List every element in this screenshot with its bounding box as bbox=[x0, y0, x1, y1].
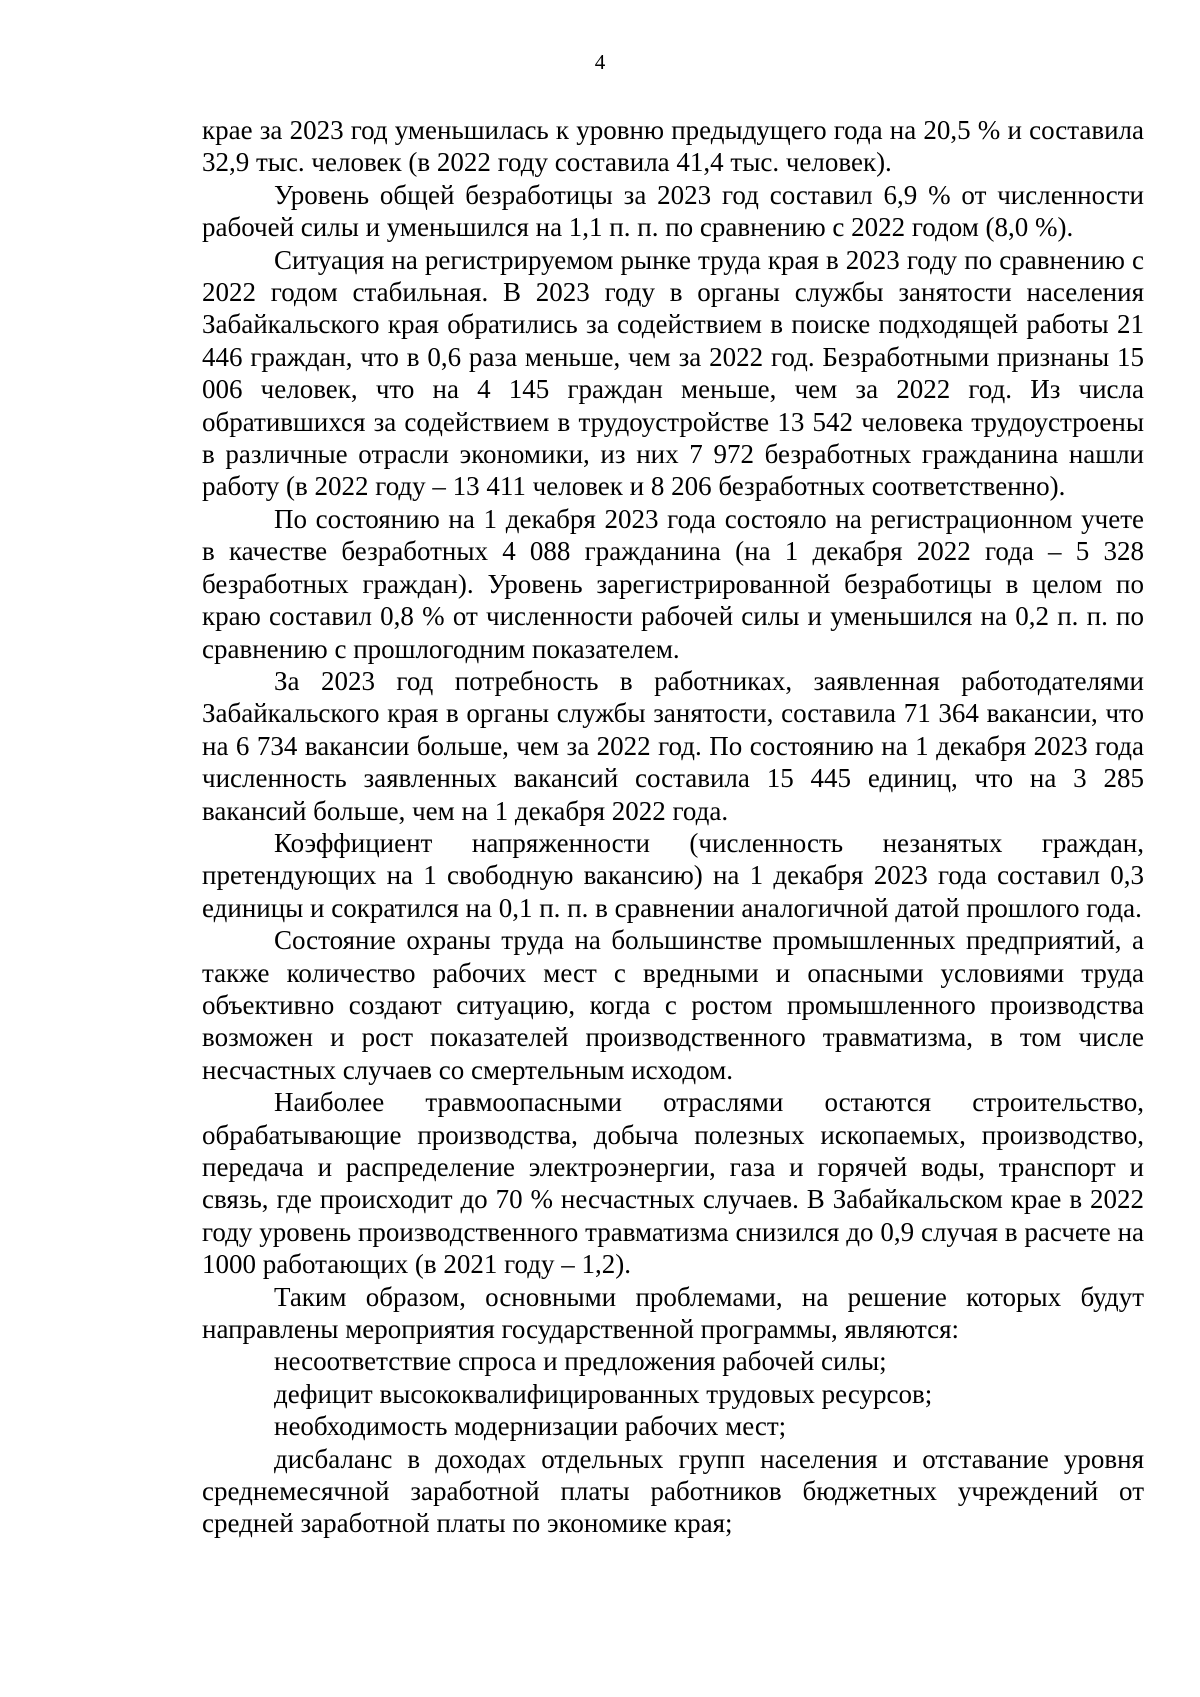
paragraph-continuation: крае за 2023 год уменьшилась к уровню предыдущего года на 20,5 % и составила 32,9 тыс. человек (в 2022 году составила 41,4 тыс. человек). bbox=[202, 115, 1144, 178]
paragraph-main-problems: Таким образом, основными проблемами, на решение которых будут направлены мероприятия государственной программы, являются: bbox=[202, 1281, 1144, 1345]
paragraph-tension-coefficient: Коэффициент напряженности (численность незанятых граждан, претендующих на 1 свободную вакансию) на 1 декабря 2023 года составил 0,3 единицы и сократился на 0,1 п. п. в сравнении аналогичной датой прошлого года. bbox=[202, 827, 1144, 923]
body-text bbox=[202, 114, 1144, 1540]
list-item-skilled-deficit: дефицит высококвалифицированных трудовых ресурсов; bbox=[274, 1378, 933, 1409]
list-item-supply-demand: несоответствие спроса и предложения рабочей силы; bbox=[274, 1346, 887, 1377]
list-item-workplace-modernization: необходимость модернизации рабочих мест; bbox=[274, 1411, 787, 1442]
paragraph-registered-labor-market: Ситуация на регистрируемом рынке труда края в 2023 году по сравнению с 2022 годом стабильная. В 2023 году в органы службы занятости населения Забайкальского края обратились за содействием в поиске подходящей работы 21 446 граждан, что в 0,6 раза меньше, чем за 2022 год. Безработными признаны 15 006 человек, что на 4 145 граждан меньше, чем за 2022 год. Из числа обратившихся за содействием в трудоустройстве 13 542 человека трудоустроены в различные отрасли экономики, из них 7 972 безработных гражданина нашли работу (в 2022 году – 13 411 человек и 8 206 безработных соответственно). bbox=[202, 244, 1144, 502]
paragraph-registered-unemployed: По состоянию на 1 декабря 2023 года состояло на регистрационном учете в качестве безработных 4 088 гражданина (на 1 декабря 2022 года – 5 328 безработных граждан). Уровень зарегистрированной безработицы в целом по краю составил 0,8 % от численности рабочей силы и уменьшился на 0,2 п. п. по сравнению с прошлогодним показателем. bbox=[202, 503, 1144, 664]
paragraph-vacancies: За 2023 год потребность в работниках, заявленная работодателями Забайкальского края в органы службы занятости, составила 71 364 вакансии, что на 6 734 вакансии больше, чем за 2022 год. По состоянию на 1 декабря 2023 года численность заявленных вакансий составила 15 445 единиц, что на 3 285 вакансий больше, чем на 1 декабря 2022 года. bbox=[202, 665, 1144, 826]
paragraph-labor-protection: Состояние охраны труда на большинстве промышленных предприятий, а также количество рабочих мест с вредными и опасными условиями труда объективно создают ситуацию, когда с ростом промышленного производства возможен и рост показателей производственного травматизма, в том числе несчастных случаев со смертельным исходом. bbox=[202, 925, 1144, 1085]
paragraph-unemployment-rate: Уровень общей безработицы за 2023 год составил 6,9 % от численности рабочей силы и уменьшился на 1,1 п. п. по сравнению с 2022 годом (8,0 %). bbox=[202, 179, 1144, 243]
paragraph-hazardous-industries: Наиболее травмоопасными отраслями остаются строительство, обрабатывающие производства, добыча полезных ископаемых, производство, передача и распределение электроэнергии, газа и горячей воды, транспорт и связь, где происходит до 70 % несчастных случаев. В Забайкальском крае в 2022 году уровень производственного травматизма снизился до 0,9 случая в расчете на 1000 работающих (в 2021 году – 1,2). bbox=[202, 1087, 1144, 1280]
list-item-income-imbalance: дисбаланс в доходах отдельных групп населения и отставание уровня среднемесячной заработной платы работников бюджетных учреждений от средней заработной платы по экономике края; bbox=[202, 1443, 1144, 1539]
page-number: 4 bbox=[594, 50, 606, 74]
